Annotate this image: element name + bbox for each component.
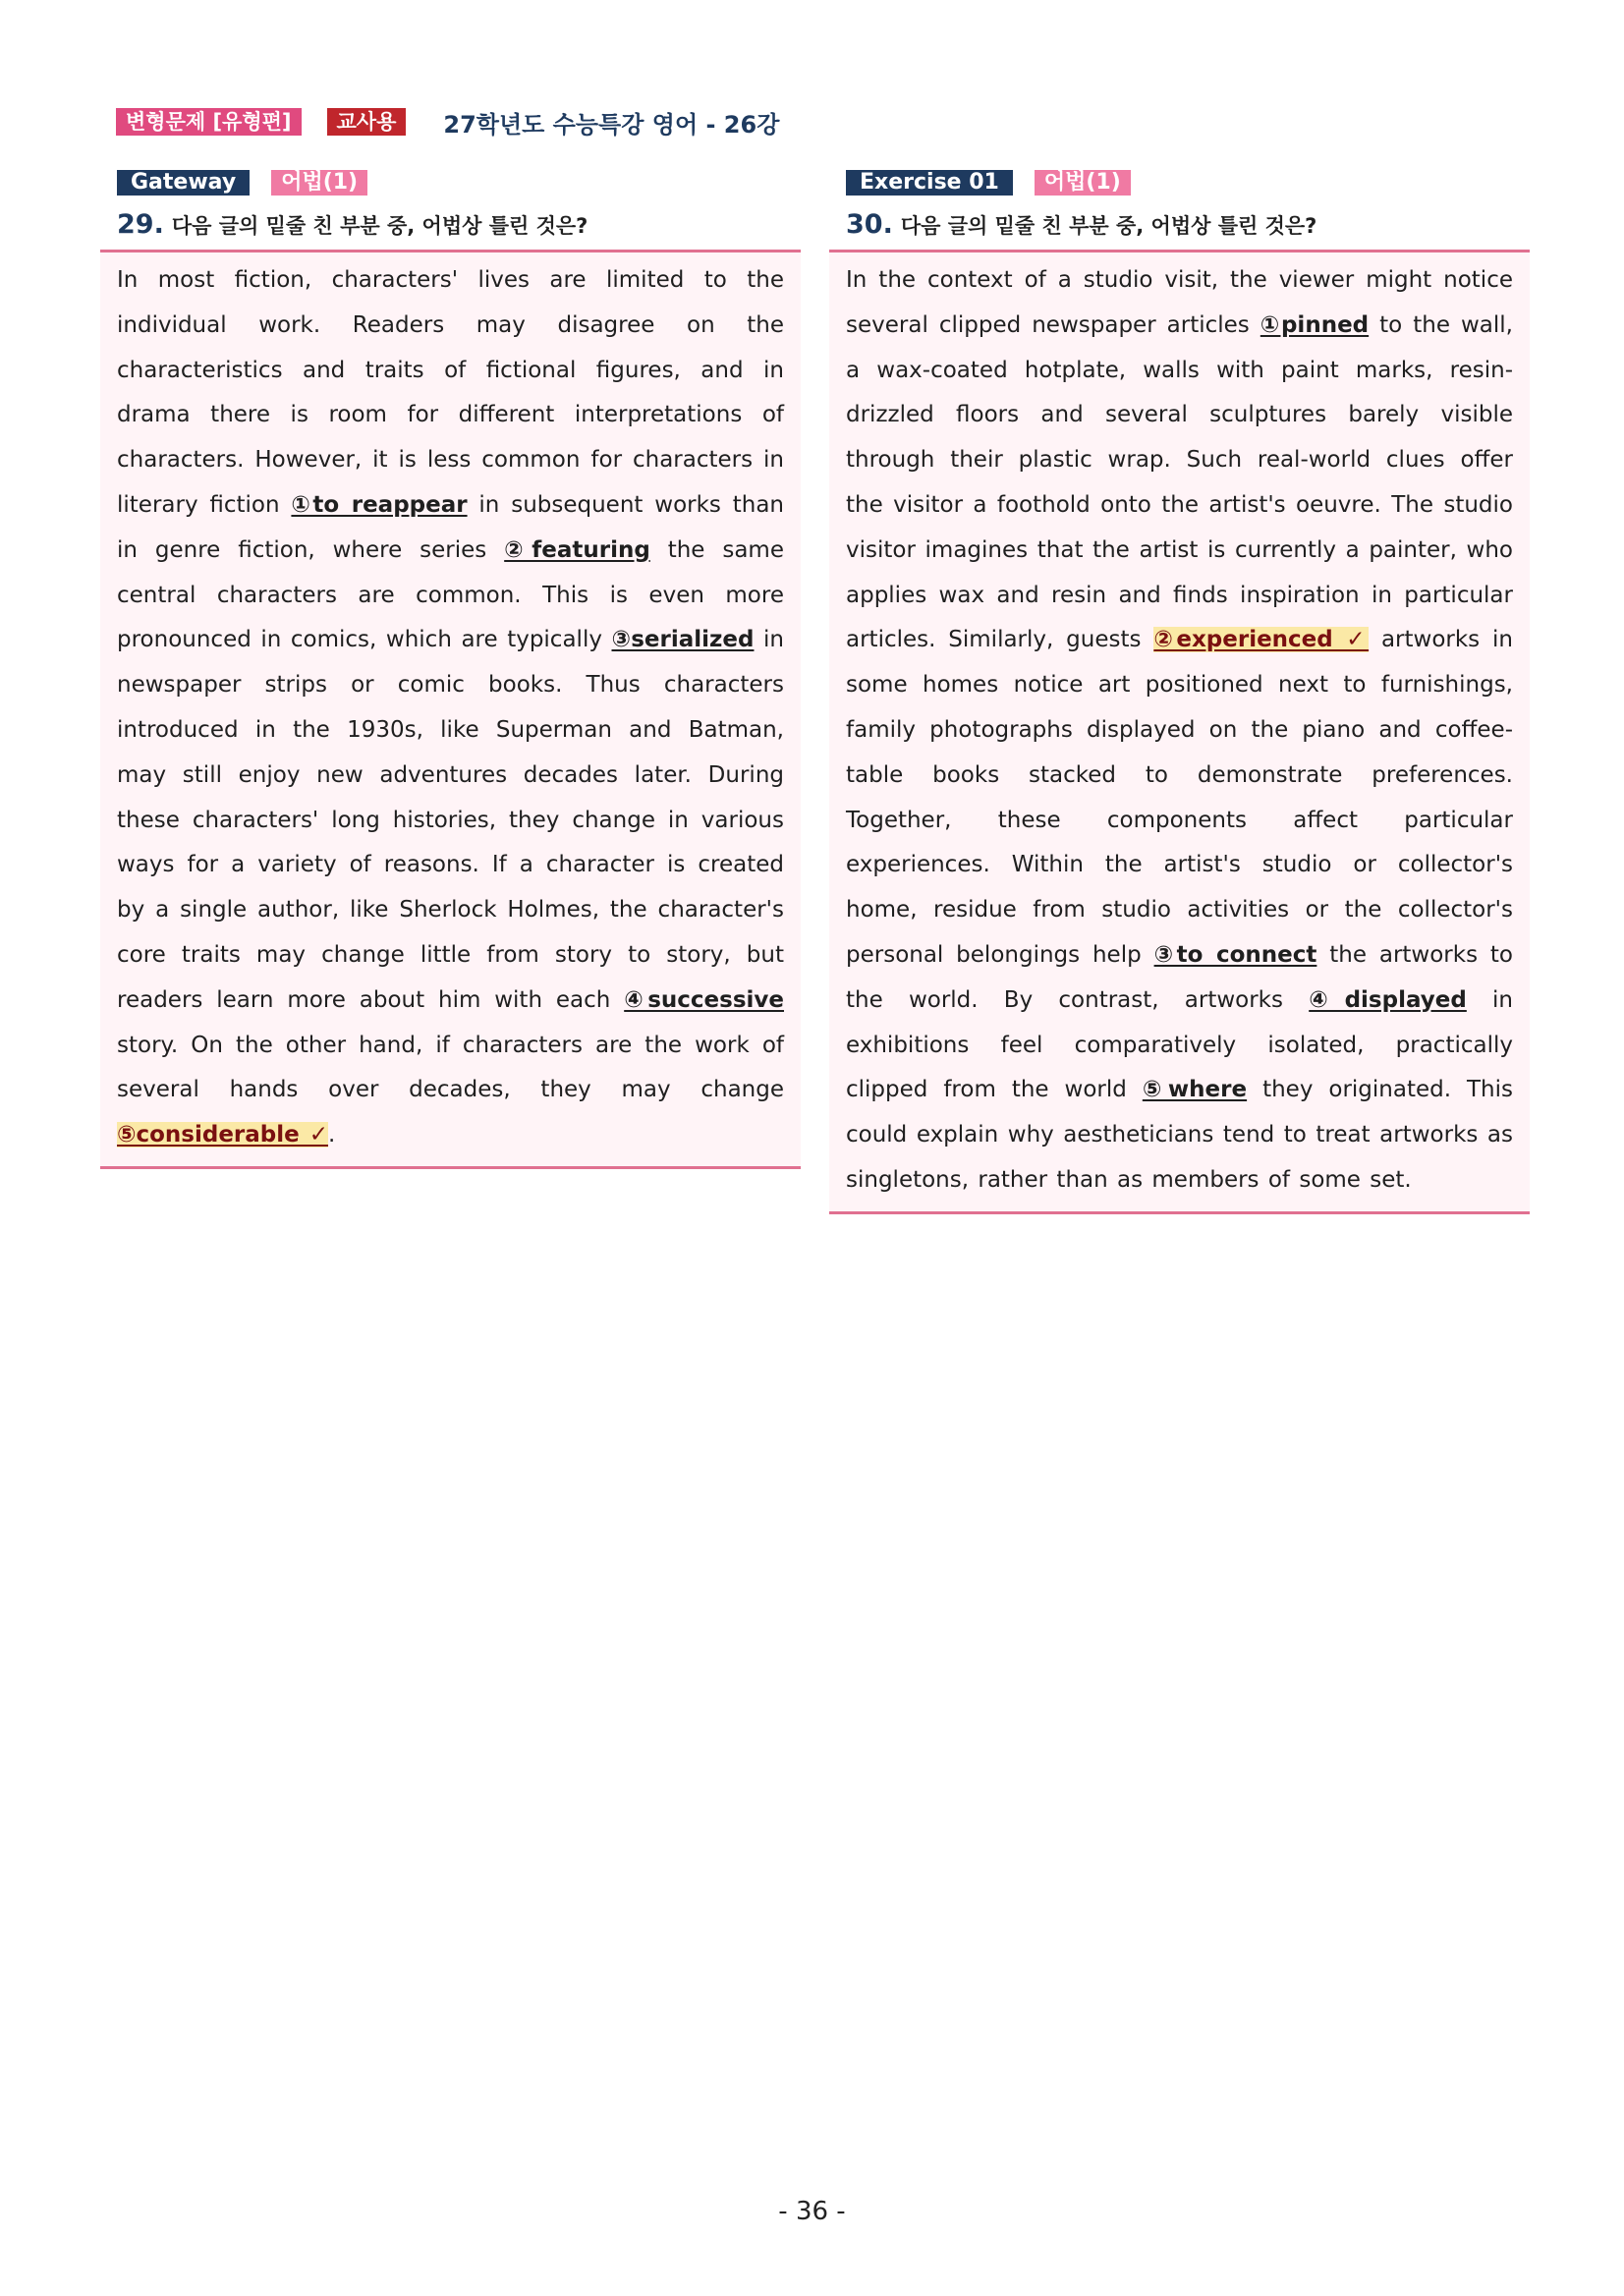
passage-text: the same central characters are common. This is even more pronounced in comics, which are typically (117, 536, 784, 653)
question-29-prompt (117, 208, 801, 242)
page-number: - 36 - (778, 2197, 846, 2226)
choice-2-answer: ②experienced ✓ (1153, 627, 1370, 653)
question-30-labels (846, 169, 1530, 196)
passage-text: to the wall, a wax-coated hotplate, walls with paint marks, resin-drizzled floors and several sculptures barely visible through their plastic wrap. Such real-world clues offer the visitor a foothold onto the artist's oeuvre. The studio visitor imagines that the artist is currently a painter, who applies wax and resin and finds inspiration in particular articles. Similarly, guests (846, 311, 1513, 653)
question-text: 다음 글의 밑줄 친 부분 중, 어법상 틀린 것은? (900, 214, 1317, 238)
choice-1: ①pinned (1260, 311, 1370, 338)
page-header (116, 106, 779, 138)
passage-29 (117, 258, 784, 1158)
choice-5-answer: ⑤considerable ✓ (117, 1122, 329, 1148)
choice-2: ②featuring (504, 536, 650, 563)
question-number: 30. (846, 209, 893, 240)
document-title: 27학년도 수능특강 영어 - 26강 (443, 110, 780, 139)
choice-3: ③serialized (611, 627, 755, 653)
passage-30 (846, 258, 1513, 1204)
passage-box (100, 250, 801, 1169)
choice-3: ③to connect (1153, 941, 1317, 968)
passage-text: the artworks to the world. By contrast, artworks (846, 941, 1514, 1013)
passage-text: . (328, 1122, 336, 1148)
exercise-label: Exercise 01 (846, 170, 1013, 196)
question-29-column (100, 169, 801, 1169)
category-label: 어법(1) (1035, 170, 1131, 196)
question-number: 29. (117, 209, 164, 240)
passage-text: they originated. This could explain why aestheticians tend to treat artworks as singletons, rather than as members of some set. (846, 1077, 1514, 1193)
passage-text: In most fiction, characters' lives are limited to the individual work. Readers may disagree on the characteristics and traits of fictional figures, and in drama there is room for different interpretations of characters. However, it is less common for characters in literary fiction (117, 267, 784, 518)
category-label: 어법(1) (271, 170, 367, 196)
choice-4: ④successive (624, 986, 784, 1013)
passage-text: in subsequent works than in genre fiction, where series (117, 491, 784, 563)
question-30-prompt (846, 208, 1530, 242)
passage-text: in exhibitions feel comparatively isolated, practically clipped from the world (846, 986, 1514, 1103)
choice-5: ⑤where (1142, 1077, 1248, 1103)
type-tag: 변형문제 [유형편] (116, 108, 302, 136)
question-text: 다음 글의 밑줄 친 부분 중, 어법상 틀린 것은? (171, 214, 588, 238)
gateway-label: Gateway (117, 170, 250, 196)
choice-1: ①to reappear (291, 491, 468, 518)
passage-text: in newspaper strips or comic books. Thus characters introduced in the 1930s, like Superman and Batman, may still enjoy new adventures decades later. During these characters' long histories, they change in various ways for a variety of reasons. If a character is created by a single author, like Sherlock Holmes, the character's core traits may change little from story to story, but readers learn more about him with each (117, 627, 784, 1013)
passage-box (829, 250, 1530, 1214)
choice-4: ④displayed (1309, 986, 1467, 1013)
question-30-column (829, 169, 1530, 1214)
passage-text: In the context of a studio visit, the viewer might notice several clipped newspaper articles (846, 267, 1513, 338)
teacher-tag: 교사용 (327, 108, 407, 136)
question-29-labels (117, 169, 801, 196)
passage-text: artworks in some homes notice art positioned next to furnishings, family photographs displayed on the piano and coffee-table books stacked to demonstrate preferences. Together, these components affect particular experiences. Within the artist's studio or collector's home, residue from studio activities or the collector's personal belongings help (846, 627, 1513, 968)
passage-text: story. On the other hand, if characters are the work of several hands over decades, they may change (117, 1032, 784, 1103)
